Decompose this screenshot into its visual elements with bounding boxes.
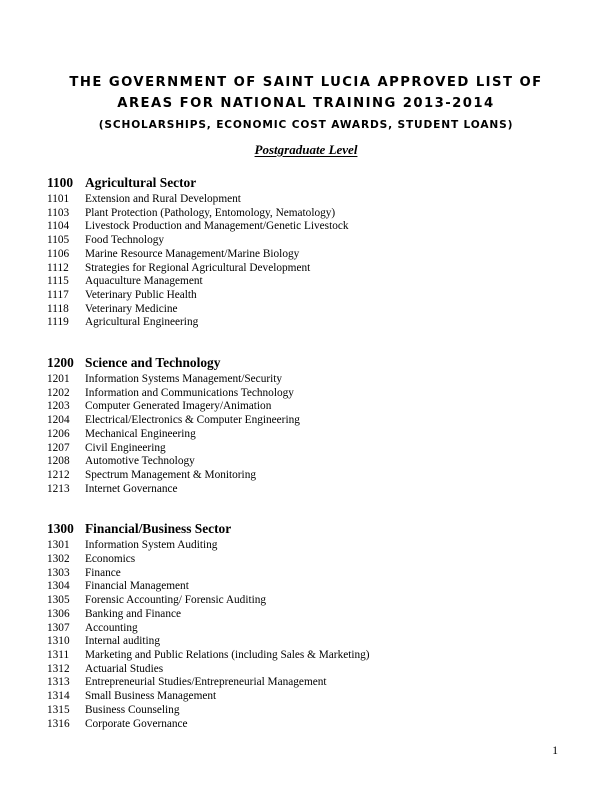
document-subtitle: (SCHOLARSHIPS, ECONOMIC COST AWARDS, STUDENT LOANS) <box>98 119 514 131</box>
item-code: 1201 <box>47 373 70 386</box>
item-label: Veterinary Medicine <box>85 302 178 315</box>
item-code: 1301 <box>47 539 70 552</box>
item-label: Entrepreneurial Studies/Entrepreneurial Management <box>85 676 327 689</box>
item-code: 1103 <box>47 206 70 219</box>
item-label: Small Business Management <box>85 690 217 703</box>
item-label: Actuarial Studies <box>85 662 164 675</box>
list-item <box>47 539 567 553</box>
list-item <box>47 663 567 677</box>
document-title-block <box>0 72 612 135</box>
list-item <box>47 248 567 262</box>
item-code: 1311 <box>47 648 70 661</box>
list-item <box>47 414 567 428</box>
item-label: Business Counseling <box>85 703 180 716</box>
section-1200 <box>47 354 567 496</box>
item-code: 1203 <box>47 400 70 413</box>
item-code: 1212 <box>47 468 70 481</box>
item-label: Information Systems Management/Security <box>85 373 283 386</box>
item-code: 1104 <box>47 220 70 233</box>
item-label: Information System Auditing <box>85 539 218 552</box>
item-code: 1101 <box>47 193 70 205</box>
item-code: 1310 <box>47 635 70 648</box>
item-label: Agricultural Engineering <box>85 316 199 329</box>
list-item <box>47 580 567 594</box>
list-item <box>47 316 567 330</box>
list-item <box>47 608 567 622</box>
item-code: 1202 <box>47 386 70 399</box>
item-label: Food Technology <box>85 234 165 247</box>
item-label: Computer Generated Imagery/Animation <box>85 400 272 413</box>
list-item <box>47 220 567 234</box>
item-code: 1115 <box>47 275 69 288</box>
item-label: Banking and Finance <box>85 607 182 620</box>
list-item <box>47 387 567 401</box>
sections-list <box>47 174 567 731</box>
level-heading-text: Postgraduate Level <box>254 142 358 157</box>
item-label: Economics <box>85 553 136 566</box>
list-item <box>47 553 567 567</box>
list-item <box>47 483 567 497</box>
item-code: 1313 <box>47 676 70 689</box>
item-label: Automotive Technology <box>85 455 195 468</box>
item-code: 1105 <box>47 234 70 247</box>
list-item <box>47 676 567 690</box>
item-code: 1302 <box>47 553 70 566</box>
item-label: Finance <box>85 566 121 579</box>
item-code: 1112 <box>47 261 69 274</box>
item-label: Mechanical Engineering <box>85 427 196 440</box>
item-label: Information and Communications Technology <box>85 386 294 399</box>
item-code: 1207 <box>47 441 70 454</box>
item-label: Aquaculture Management <box>85 275 203 288</box>
item-label: Internal auditing <box>85 635 160 648</box>
item-label: Plant Protection (Pathology, Entomology, Nematology) <box>85 206 336 219</box>
list-item <box>47 690 567 704</box>
item-label: Forensic Accounting/ Forensic Auditing <box>85 594 267 607</box>
list-item <box>47 193 567 207</box>
section-heading <box>47 520 567 538</box>
section-heading <box>47 174 567 192</box>
item-label: Marine Resource Management/Marine Biology <box>85 247 300 260</box>
list-item <box>47 275 567 289</box>
item-code: 1213 <box>47 482 70 495</box>
list-item <box>47 649 567 663</box>
item-label: Marketing and Public Relations (including Sales & Marketing) <box>85 648 370 661</box>
item-code: 1315 <box>47 703 70 716</box>
list-item <box>47 234 567 248</box>
item-code: 1206 <box>47 427 70 440</box>
list-item <box>47 704 567 718</box>
list-item <box>47 262 567 276</box>
list-item <box>47 635 567 649</box>
document-title-line-1: THE GOVERNMENT OF SAINT LUCIA APPROVED LIST OF <box>69 75 543 90</box>
list-item <box>47 207 567 221</box>
item-code: 1117 <box>47 288 69 301</box>
item-label: Civil Engineering <box>85 441 166 454</box>
item-label: Internet Governance <box>85 482 178 495</box>
list-item <box>47 442 567 456</box>
item-code: 1312 <box>47 662 70 675</box>
item-label: Extension and Rural Development <box>85 193 241 205</box>
level-heading <box>0 142 612 158</box>
list-item <box>47 428 567 442</box>
item-label: Corporate Governance <box>85 717 188 730</box>
item-code: 1307 <box>47 621 70 634</box>
item-code: 1118 <box>47 302 69 315</box>
item-code: 1314 <box>47 690 70 703</box>
item-label: Financial Management <box>85 580 189 593</box>
section-code: 1200 <box>47 355 74 371</box>
list-item <box>47 567 567 581</box>
section-label: Agricultural Sector <box>85 175 197 190</box>
page-number: 1 <box>552 745 558 757</box>
item-label: Strategies for Regional Agricultural Development <box>85 261 311 274</box>
list-item <box>47 400 567 414</box>
section-label: Financial/Business Sector <box>85 521 232 537</box>
item-code: 1316 <box>47 717 70 730</box>
item-label: Accounting <box>85 621 138 634</box>
section-code: 1100 <box>47 175 74 190</box>
list-item <box>47 622 567 636</box>
item-code: 1119 <box>47 316 69 329</box>
list-item <box>47 469 567 483</box>
section-code: 1300 <box>47 521 74 537</box>
item-code: 1304 <box>47 580 70 593</box>
list-item <box>47 594 567 608</box>
list-item <box>47 718 567 732</box>
item-code: 1303 <box>47 566 70 579</box>
item-label: Spectrum Management & Monitoring <box>85 468 256 481</box>
section-1100 <box>47 174 567 330</box>
section-1300 <box>47 520 567 731</box>
list-item <box>47 303 567 317</box>
section-heading <box>47 354 567 372</box>
document-title-line-2: AREAS FOR NATIONAL TRAINING 2013-2014 <box>117 96 495 111</box>
item-code: 1305 <box>47 594 70 607</box>
item-code: 1106 <box>47 247 70 260</box>
list-item <box>47 455 567 469</box>
section-label: Science and Technology <box>85 355 221 371</box>
item-label: Veterinary Public Health <box>85 288 197 301</box>
item-code: 1306 <box>47 607 70 620</box>
item-label: Electrical/Electronics & Computer Engineering <box>85 414 300 427</box>
item-label: Livestock Production and Management/Genetic Livestock <box>85 220 349 233</box>
item-code: 1204 <box>47 414 70 427</box>
list-item <box>47 373 567 387</box>
list-item <box>47 289 567 303</box>
item-code: 1208 <box>47 455 70 468</box>
